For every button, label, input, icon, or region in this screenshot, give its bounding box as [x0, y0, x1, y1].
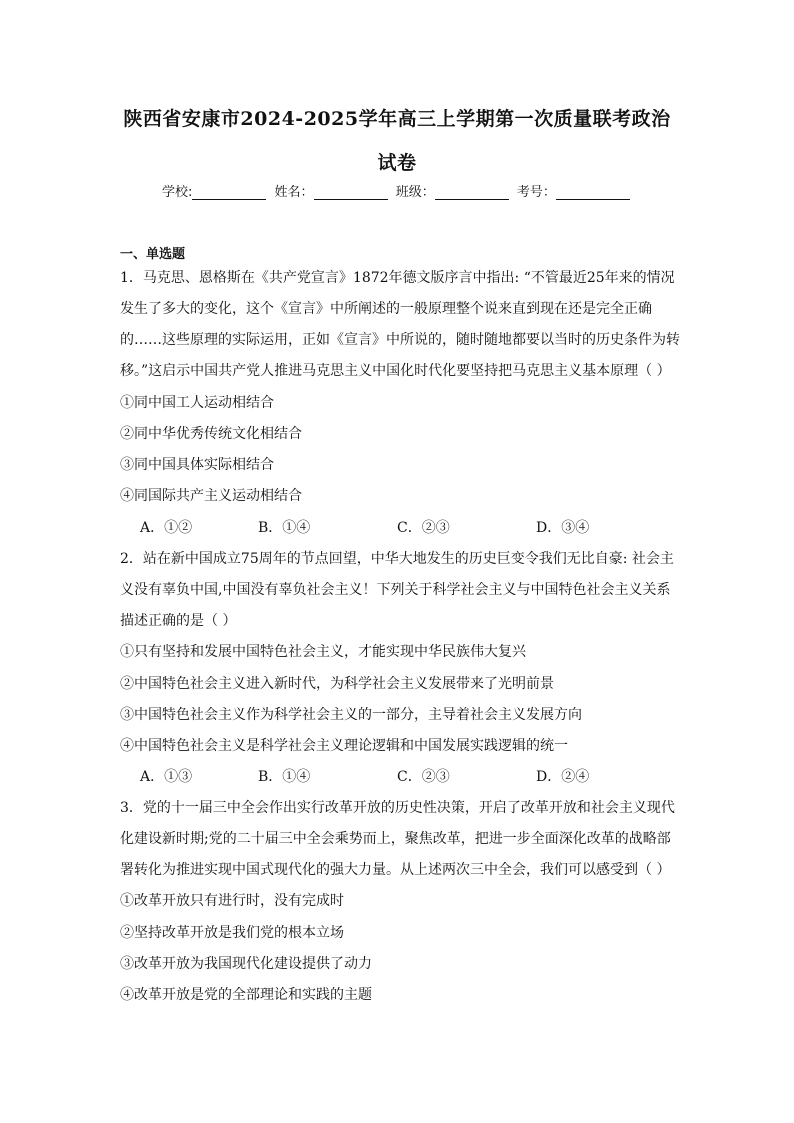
statement-item: ②坚持改革开放是我们党的根本立场 [120, 925, 344, 941]
choice-a[interactable]: A．①② [140, 520, 193, 536]
statement-item: ②中国特色社会主义进入新时代，为科学社会主义发展带来了光明前景 [120, 676, 554, 692]
section-heading: 一、单选题 [120, 247, 186, 262]
question-text-line: 2．站在新中国成立75周年的节点回望，中华大地发生的历史巨变令我们无比自豪: 社会主 [120, 551, 674, 567]
question-text-line: 署转化为推进实现中国式现代化的强大力量。从上述两次三中全会，我们可以感受到（ ） [120, 862, 671, 878]
choice-b[interactable]: B．①④ [258, 520, 311, 536]
question-text-line: 发生了多大的变化，这个《宣言》中所阐述的一般原理整个说来直到现在还是完全正确 [120, 301, 652, 317]
choice-d[interactable]: D．②④ [536, 769, 590, 785]
exam-title-line1: 陕西省安康市2024-2025学年高三上学期第一次质量联考政治 [123, 108, 671, 130]
question-text-line: 3．党的十一届三中全会作出实行改革开放的历史性决策，开启了改革开放和社会主义现代 [120, 800, 675, 816]
statement-item: ③中国特色社会主义作为科学社会主义的一部分，主导着社会主义发展方向 [120, 707, 582, 723]
statement-item: ④同国际共产主义运动相结合 [120, 488, 302, 504]
question-text-line: 描述正确的是（ ） [120, 613, 237, 629]
id-blank[interactable] [556, 187, 630, 200]
statement-item: ①改革开放只有进行时，没有完成时 [120, 893, 344, 909]
choice-a[interactable]: A．①③ [140, 769, 193, 785]
statement-item: ④中国特色社会主义是科学社会主义理论逻辑和中国发展实践逻辑的统一 [120, 738, 568, 754]
choice-b[interactable]: B．①④ [258, 769, 311, 785]
choice-d[interactable]: D．③④ [536, 520, 590, 536]
question-text-line: 1．马克思、恩格斯在《共产党宣言》1872年德文版序言中指出: “不管最近25年来的情况 [120, 270, 675, 286]
question-text-line: 化建设新时期;党的二十届三中全会乘势而上，聚焦改革，把进一步全面深化改革的战略部 [120, 831, 671, 847]
class-blank[interactable] [435, 187, 509, 200]
choice-c[interactable]: C．②③ [397, 769, 450, 785]
statement-item: ①只有坚持和发展中国特色社会主义，才能实现中华民族伟大复兴 [120, 644, 526, 660]
school-label: 学校: [162, 185, 193, 200]
choice-c[interactable]: C．②③ [397, 520, 450, 536]
id-label: 考号： [516, 185, 556, 200]
statement-item: ③改革开放为我国现代化建设提供了动力 [120, 956, 372, 972]
school-blank[interactable] [192, 187, 266, 200]
statement-item: ①同中国工人运动相结合 [120, 395, 274, 411]
exam-title-line2: 试卷 [377, 152, 417, 174]
question-text-line: 移。”这启示中国共产党人推进马克思主义中国化时代化要坚持把马克思主义基本原理（ ） [120, 363, 671, 379]
statement-item: ③同中国具体实际相结合 [120, 457, 274, 473]
statement-item: ④改革开放是党的全部理论和实践的主题 [120, 987, 372, 1003]
name-blank[interactable] [314, 187, 388, 200]
statement-item: ②同中华优秀传统文化相结合 [120, 426, 302, 442]
student-info-line [162, 181, 634, 200]
question-text-line: 义没有辜负中国,中国没有辜负社会主义！下列关于科学社会主义与中国特色社会主义关系 [120, 582, 671, 598]
name-label: 姓名： [274, 185, 314, 200]
question-text-line: 的……这些原理的实际运用，正如《宣言》中所说的，随时随地都要以当时的历史条件为转 [120, 332, 680, 348]
class-label: 班级： [395, 185, 435, 200]
